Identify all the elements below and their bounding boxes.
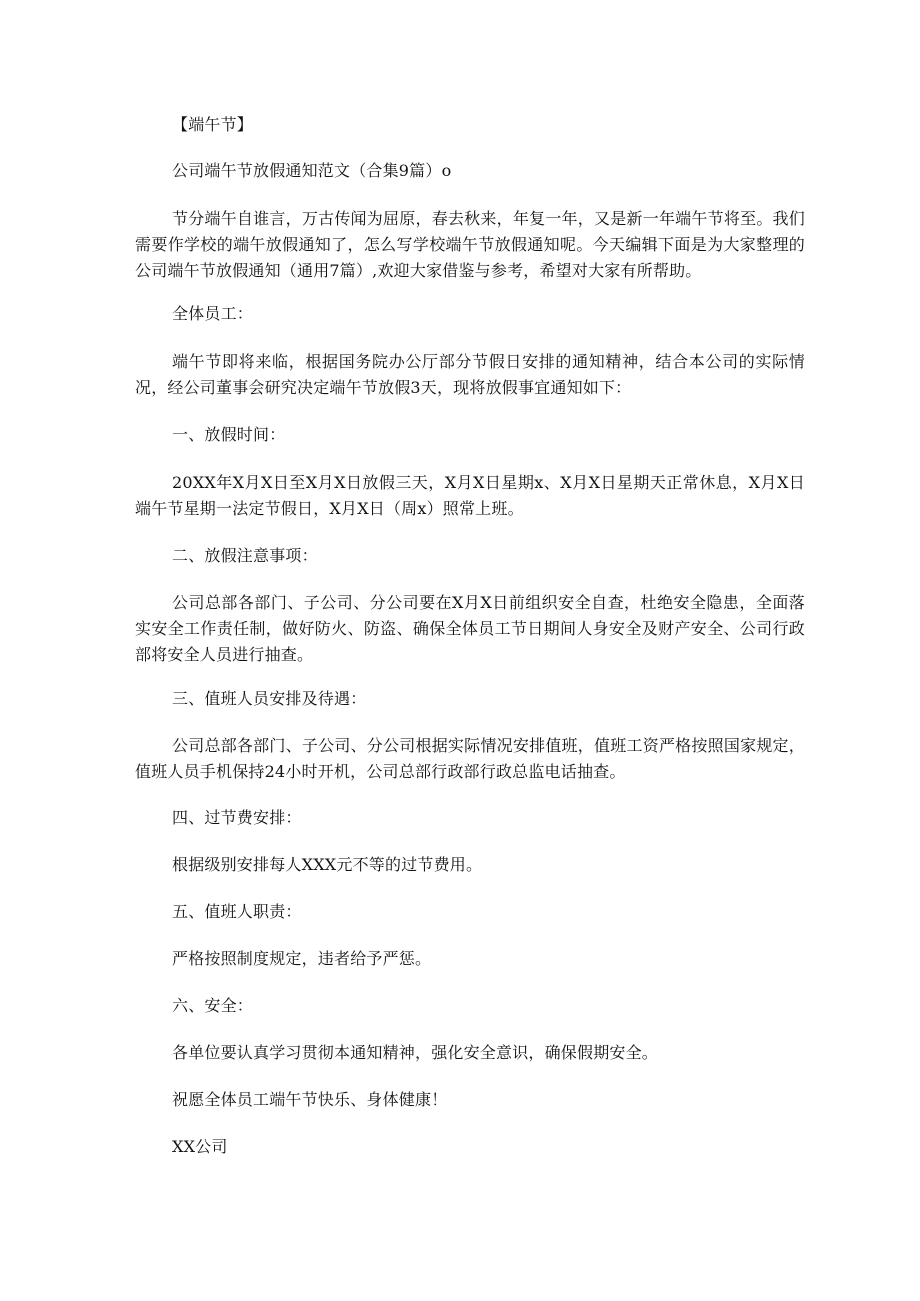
closing-wish: 祝愿全体员工端午节快乐、身体健康！: [172, 1090, 448, 1109]
section-body-5: 严格按照制度规定，违者给予严惩。: [172, 949, 432, 968]
section-heading-5: 五、值班人职责：: [172, 902, 302, 921]
salutation: 全体员工：: [172, 304, 254, 323]
intro-paragraph: 节分端午自谁言，万古传闻为屈原，春去秋来，年复一年，又是新一年端午节将至。我们需要作学校的端午放假通知了，怎么写学校端午节放假通知呢。今天编辑下面是为大家整理的公司端午节放假通知（通用7篇）,欢迎大家借鉴与参考，希望对大家有所帮助。: [135, 209, 805, 280]
section-body-3: 公司总部各部门、子公司、分公司根据实际情况安排值班，值班工资严格按照国家规定，值班人员手机保持24小时开机，公司总部行政部行政总监电话抽查。: [135, 736, 805, 781]
section-heading-2: 二、放假注意事项：: [172, 546, 318, 565]
section-heading-3: 三、值班人员安排及待遇：: [172, 689, 367, 708]
section-body-1: 20XX年X月X日至X月X日放假三天，X月X日星期x、X月X日星期天正常休息，X月X日端午节星期一法定节假日，X月X日（周x）照常上班。: [135, 473, 805, 518]
document-title: 公司端午节放假通知范文（合集9篇）o: [172, 161, 452, 180]
section-heading-4: 四、过节费安排：: [172, 808, 302, 827]
section-heading-1: 一、放假时间：: [172, 425, 286, 444]
section-heading-6: 六、安全：: [172, 996, 254, 1015]
signature: XX公司: [172, 1137, 228, 1156]
section-body-6: 各单位要认真学习贯彻本通知精神，强化安全意识，确保假期安全。: [172, 1043, 659, 1062]
section-body-4: 根据级别安排每人XXX元不等的过节费用。: [172, 855, 483, 874]
category-label: 【端午节】: [172, 115, 254, 134]
opening-paragraph: 端午节即将来临，根据国务院办公厅部分节假日安排的通知精神，结合本公司的实际情况，经公司董事会研究决定端午节放假3天，现将放假事宜通知如下：: [135, 352, 805, 397]
section-body-2: 公司总部各部门、子公司、分公司要在X月X日前组织安全自查，杜绝安全隐患，全面落实安全工作责任制，做好防火、防盗、确保全体员工节日期间人身安全及财产安全、公司行政部将安全人员进行抽查。: [135, 593, 805, 664]
